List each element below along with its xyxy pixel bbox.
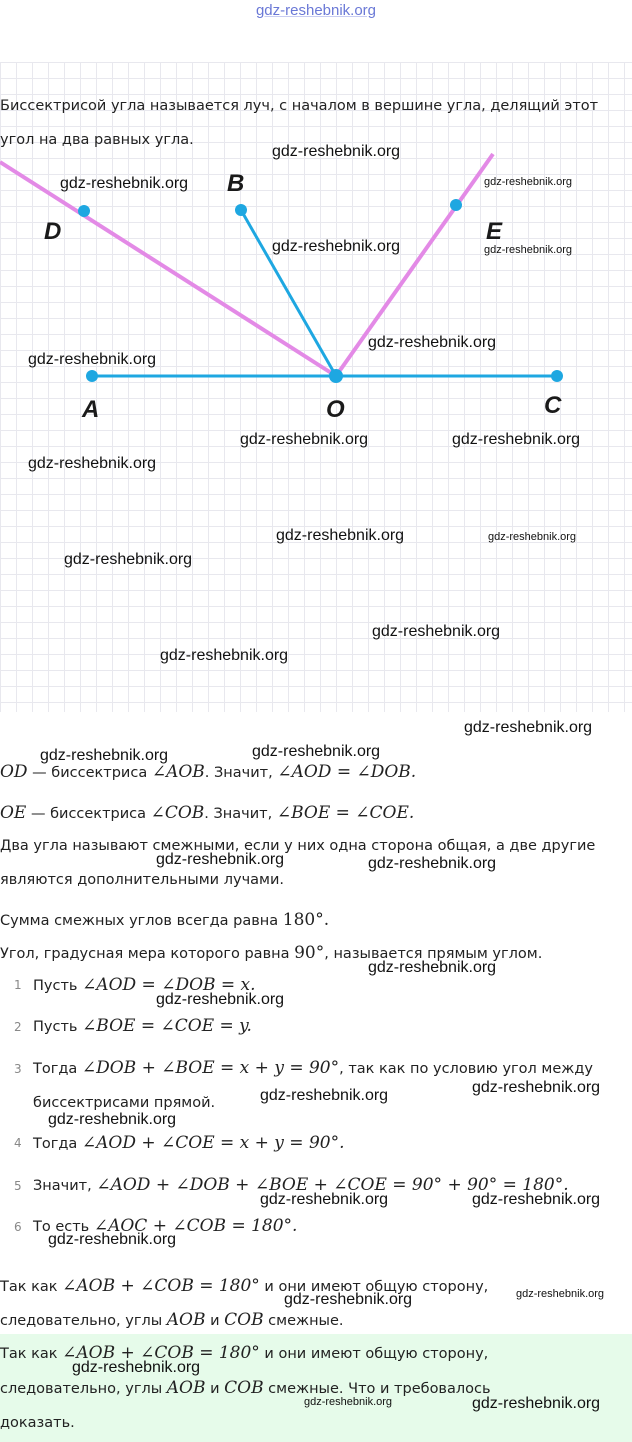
watermark: gdz-reshebnik.org <box>368 959 497 976</box>
label-b: B <box>227 170 245 197</box>
watermark: gdz-reshebnik.org <box>452 431 581 448</box>
watermark: gdz-reshebnik.org <box>28 351 157 368</box>
label-o: O <box>326 396 345 423</box>
oe-bisector-line: OE — биссектриса ∠COB. Значит, ∠BOE = ∠COE. <box>0 803 415 823</box>
watermark: gdz-reshebnik.org <box>72 1359 201 1376</box>
conclusion-line-2: следовательно, углы AOB и COB смежные. Что и требовалось <box>0 1378 491 1398</box>
adjacent-def-line-1: Два угла называют смежными, если у них одна сторона общая, а две другие <box>0 838 596 854</box>
watermark: gdz-reshebnik.org <box>276 527 405 544</box>
right-angle-def: Угол, градусная мера которого равна 90°, называется прямым углом. <box>0 943 543 963</box>
label-c: C <box>544 392 562 419</box>
conclusion-line-1: Так как ∠AOB + ∠COB = 180° и они имеют общую сторону, <box>0 1343 489 1363</box>
watermark: gdz-reshebnik.org <box>48 1111 177 1128</box>
step-6: То есть ∠AOC + ∠COB = 180°. <box>33 1216 298 1236</box>
point-o <box>329 369 343 383</box>
step-4: Тогда ∠AOD + ∠COE = x + y = 90°. <box>33 1133 345 1153</box>
adjacent-def-line-2: являются дополнительными лучами. <box>0 872 284 888</box>
watermark: gdz-reshebnik.org <box>464 719 593 736</box>
watermark: gdz-reshebnik.org <box>260 1087 389 1104</box>
step-number: 3 <box>14 1062 22 1076</box>
step-number: 2 <box>14 1020 22 1034</box>
watermark: gdz-reshebnik.org <box>60 175 189 192</box>
definition-line-2: угол на два равных угла. <box>0 132 194 148</box>
watermark: gdz-reshebnik.org <box>240 431 369 448</box>
step-number: 1 <box>14 978 22 992</box>
point-c <box>551 370 563 382</box>
watermark: gdz-reshebnik.org <box>156 851 285 868</box>
ray-od <box>0 162 336 376</box>
step-2: Пусть ∠BOE = ∠COE = y. <box>33 1016 252 1036</box>
sum-statement: Сумма смежных углов всегда равна 180°. <box>0 910 330 930</box>
watermark: gdz-reshebnik.org <box>304 1396 393 1408</box>
step-3-continuation: биссектрисами прямой. <box>33 1095 216 1111</box>
label-d: D <box>44 218 62 245</box>
step-5: Значит, ∠AOD + ∠DOB + ∠BOE + ∠COE = 90° + 90° = 180°. <box>33 1175 569 1195</box>
watermark: gdz-reshebnik.org <box>160 647 289 664</box>
watermark: gdz-reshebnik.org <box>64 551 193 568</box>
step-number: 6 <box>14 1220 22 1234</box>
watermark: gdz-reshebnik.org <box>156 991 285 1008</box>
conclusion-line-3: доказать. <box>0 1415 75 1431</box>
ray-ob <box>241 210 336 376</box>
watermark: gdz-reshebnik.org <box>472 1191 601 1208</box>
watermark: gdz-reshebnik.org <box>40 747 169 764</box>
watermark: gdz-reshebnik.org <box>272 238 401 255</box>
watermark: gdz-reshebnik.org <box>260 1191 389 1208</box>
site-title[interactable]: gdz-reshebnik.org <box>255 2 377 19</box>
point-b <box>235 204 247 216</box>
step-3: Тогда ∠DOB + ∠BOE = x + y = 90°, так как по условию угол между <box>33 1058 593 1078</box>
watermark: gdz-reshebnik.org <box>252 743 381 760</box>
watermark: gdz-reshebnik.org <box>516 1288 605 1300</box>
watermark: gdz-reshebnik.org <box>368 855 497 872</box>
step-number: 4 <box>14 1136 22 1150</box>
step-number: 5 <box>14 1179 22 1193</box>
result-line-2: следовательно, углы AOB и COB смежные. <box>0 1310 344 1330</box>
step-1: Пусть ∠AOD = ∠DOB = x. <box>33 975 256 995</box>
result-line-1: Так как ∠AOB + ∠COB = 180° и они имеют общую сторону, <box>0 1276 489 1296</box>
watermark: gdz-reshebnik.org <box>488 531 577 543</box>
watermark: gdz-reshebnik.org <box>284 1291 413 1308</box>
watermark: gdz-reshebnik.org <box>484 176 573 188</box>
od-bisector-line: OD — биссектриса ∠AOB. Значит, ∠AOD = ∠DOB. <box>0 762 417 782</box>
watermark: gdz-reshebnik.org <box>48 1231 177 1248</box>
angle-diagram <box>0 150 632 450</box>
point-d <box>78 205 90 217</box>
definition-line-1: Биссектрисой угла называется луч, с началом в вершине угла, делящий этот <box>0 98 599 114</box>
point-a <box>86 370 98 382</box>
watermark: gdz-reshebnik.org <box>472 1395 601 1412</box>
watermark: gdz-reshebnik.org <box>272 143 401 160</box>
watermark: gdz-reshebnik.org <box>484 244 573 256</box>
point-e <box>450 199 462 211</box>
label-e: E <box>486 218 503 245</box>
watermark: gdz-reshebnik.org <box>472 1079 601 1096</box>
label-a: A <box>82 396 100 423</box>
watermark: gdz-reshebnik.org <box>368 334 497 351</box>
watermark: gdz-reshebnik.org <box>28 455 157 472</box>
watermark: gdz-reshebnik.org <box>372 623 501 640</box>
